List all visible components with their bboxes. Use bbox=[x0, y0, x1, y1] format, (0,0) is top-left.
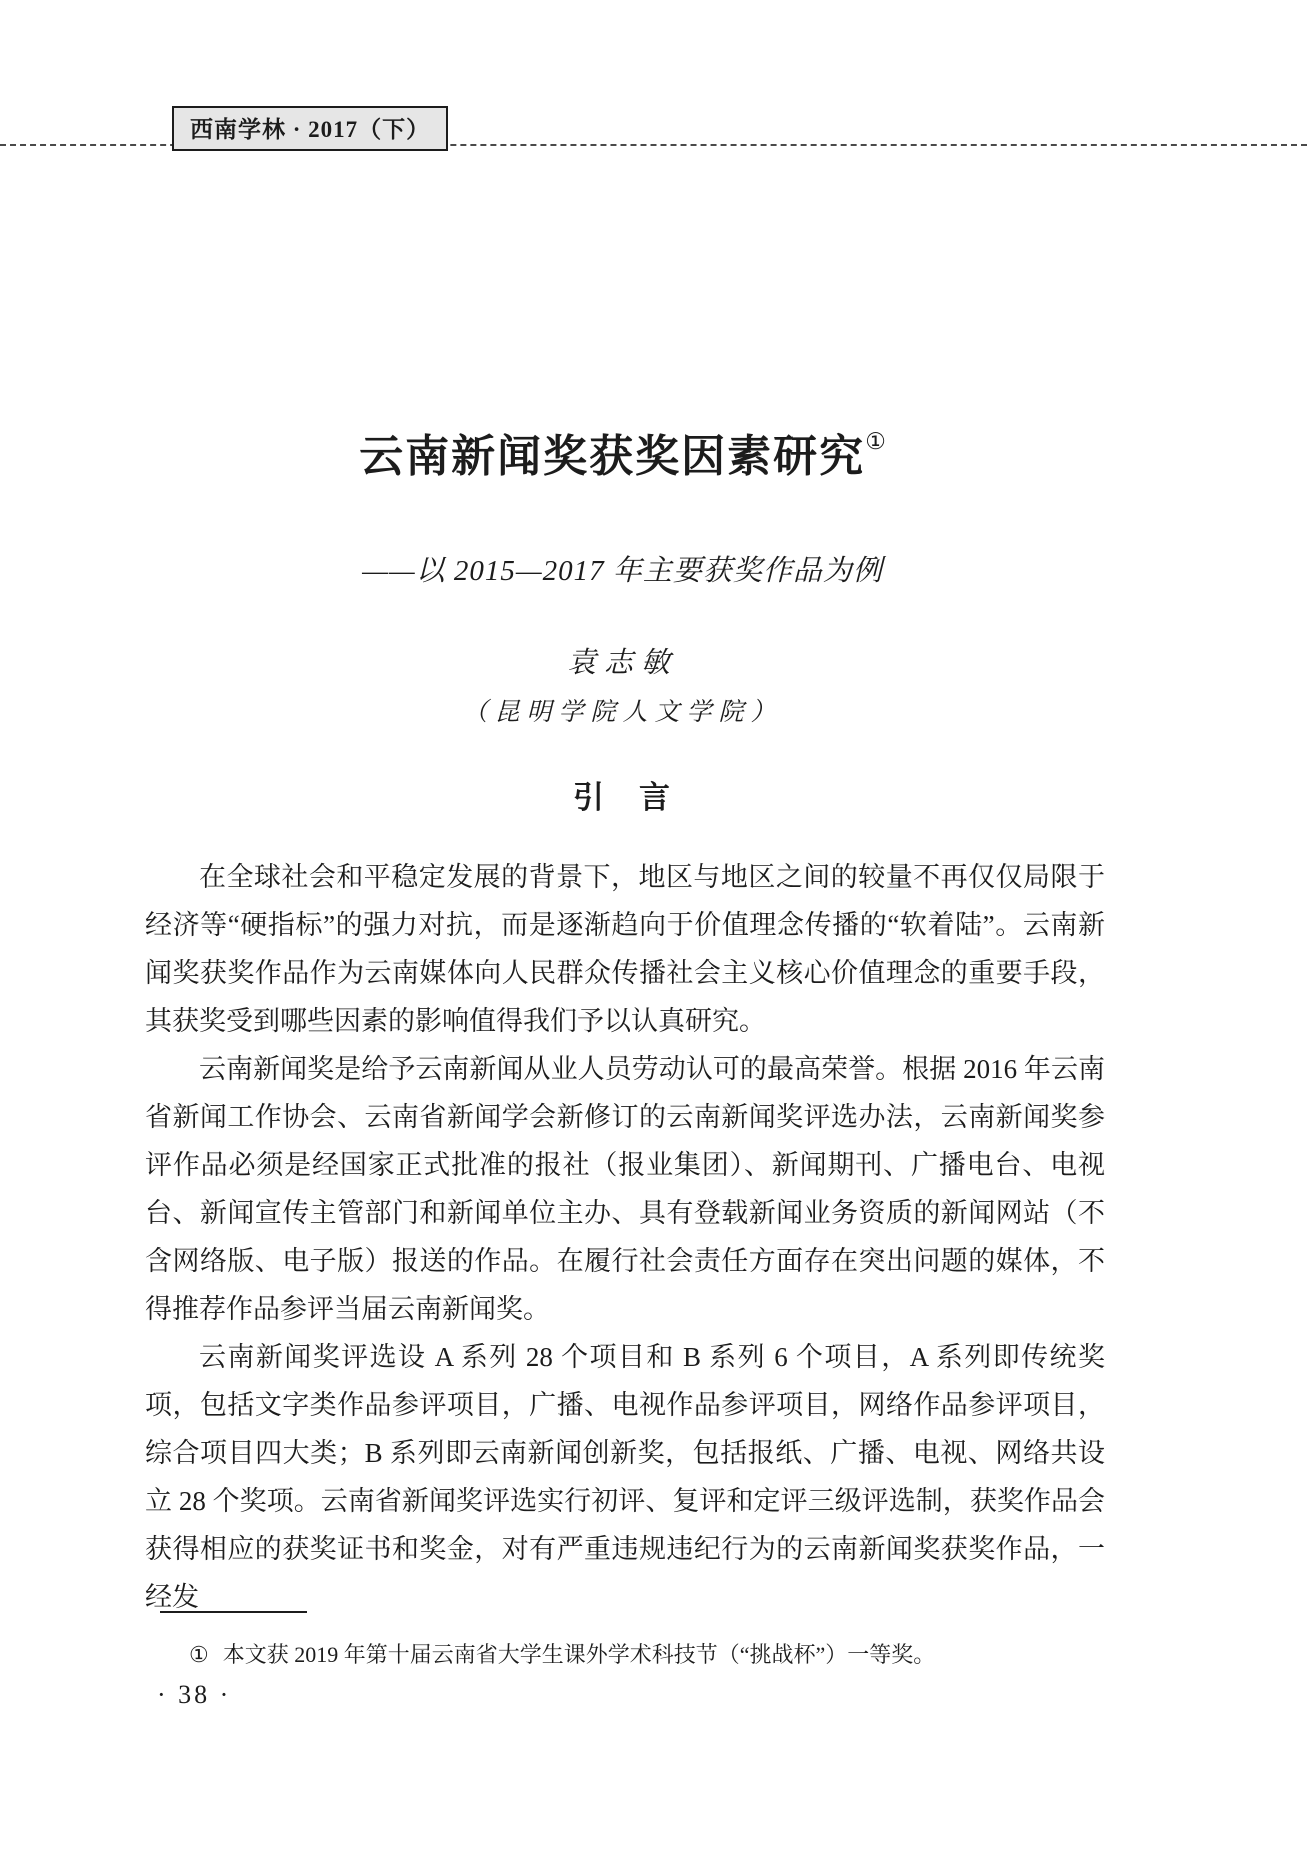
article-body bbox=[145, 853, 1105, 1621]
footnote bbox=[145, 1638, 1110, 1672]
body-paragraph: 云南新闻奖评选设 A 系列 28 个项目和 B 系列 6 个项目，A 系列即传统奖项，包括文字类作品参评项目，广播、电视作品参评项目，网络作品参评项目，综合项目四大类；B 系列即云南新闻创新奖，包括报纸、广播、电视、网络共设立 28 个奖项。云南省新闻奖评选实行初评、复评和定评三级评选制，获奖作品会获得相应的获奖证书和奖金，对有严重违规违纪行为的云南新闻奖获奖作品，一经发 bbox=[145, 1342, 1105, 1612]
page-number: · 38 · bbox=[157, 1680, 232, 1709]
footnote-marker: ① bbox=[189, 1642, 209, 1667]
article-affiliation: （昆明学院人文学院） bbox=[462, 699, 783, 726]
footnote-ref-superscript: ① bbox=[865, 429, 886, 454]
journal-header-label: 西南学林 · 2017（下） bbox=[190, 117, 431, 142]
article-title-text: 云南新闻奖获奖因素研究 bbox=[359, 432, 866, 481]
footnote-text: 本文获 2019 年第十届云南省大学生课外学术科技节（“挑战杯”）一等奖。 bbox=[222, 1642, 936, 1667]
body-paragraph: 云南新闻奖是给予云南新闻从业人员劳动认可的最高荣誉。根据 2016 年云南省新闻工作协会、云南省新闻学会新修订的云南新闻奖评选办法，云南新闻奖参评作品必须是经国家正式批准的报社（报业集团）、新闻期刊、广播电台、电视台、新闻宣传主管部门和新闻单位主办、具有登载新闻业务资质的新闻网站（不含网络版、电子版）报送的作品。在履行社会责任方面存在突出问题的媒体，不得推荐作品参评当届云南新闻奖。 bbox=[145, 1054, 1105, 1324]
body-paragraph: 在全球社会和平稳定发展的背景下，地区与地区之间的较量不再仅仅局限于经济等“硬指标”的强力对抗，而是逐渐趋向于价值理念传播的“软着陆”。云南新闻奖获奖作品作为云南媒体向人民群众传播社会主义核心价值理念的重要手段，其获奖受到哪些因素的影响值得我们予以认真研究。 bbox=[145, 862, 1105, 1036]
article-subtitle: ——以 2015—2017 年主要获奖作品为例 bbox=[362, 555, 883, 587]
article-author: 袁志敏 bbox=[566, 647, 678, 679]
journal-header-badge bbox=[172, 106, 448, 151]
footnote-separator bbox=[160, 1611, 307, 1613]
section-heading-introduction: 引 言 bbox=[573, 780, 672, 815]
article-title bbox=[140, 420, 1105, 484]
